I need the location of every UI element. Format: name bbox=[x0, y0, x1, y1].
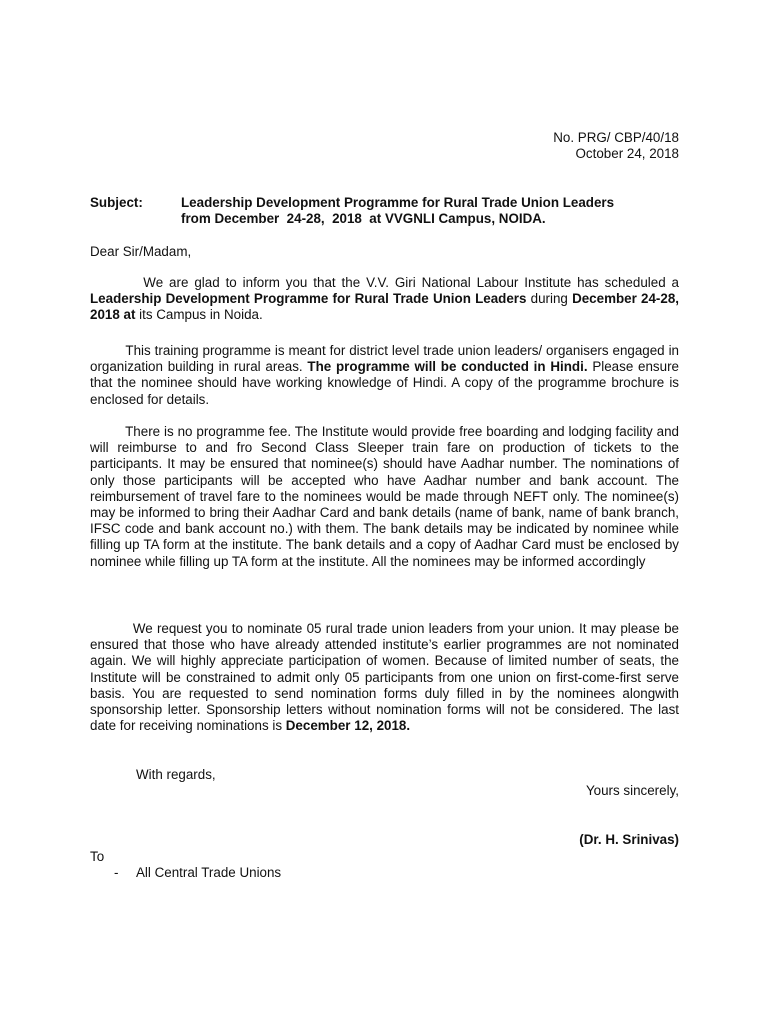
paragraph-1-indent bbox=[90, 275, 143, 290]
paragraph-2-hindi-notice: The programme will be conducted in Hindi. bbox=[307, 359, 588, 375]
reference-number: No. PRG/ CBP/40/18 bbox=[553, 130, 679, 145]
subject-label: Subject: bbox=[90, 195, 143, 210]
signatory-name: (Dr. H. Srinivas) bbox=[579, 832, 679, 847]
letter-date: October 24, 2018 bbox=[575, 146, 679, 161]
paragraph-3-text: There is no programme fee. The Institute would provide free boarding and lodging facility and will reimburse to and fro Second Class Sleeper train fare on production of tickets to the participants. It may be ensured that nominee(s) should have Aadhar number. The nominations of only those participants will be accepted who have Aadhar number and bank account. The reimbursement of travel fare to the nominees would be made through NEFT only. The nominee(s) may be informed to bring their Aadhar Card and bank details (name of bank, name of bank branch, IFSC code and bank account no.) with them. The bank details may be indicated by nominee while filling up TA form at the institute. The bank details and a copy of Aadhar Card must be enclosed by nominee while filling up TA form at the institute. All the nominees may be informed accordingly bbox=[90, 424, 679, 569]
recipient-name: All Central Trade Unions bbox=[136, 865, 282, 880]
paragraph-1-programme-name: Leadership Development Programme for Rural Trade Union Leaders bbox=[90, 291, 527, 307]
closing-yours-sincerely: Yours sincerely, bbox=[585, 783, 679, 798]
paragraph-3 bbox=[90, 424, 679, 570]
list-dash: - bbox=[114, 865, 119, 880]
salutation: Dear Sir/Madam, bbox=[90, 244, 192, 259]
subject-text bbox=[181, 195, 701, 227]
subject-line-2: from December 24-28, 2018 at VVGNLI Campus, NOIDA. bbox=[181, 211, 546, 227]
subject-line-1: Leadership Development Programme for Rural Trade Union Leaders bbox=[181, 195, 615, 210]
recipient-item bbox=[114, 865, 281, 881]
paragraph-2-indent bbox=[90, 343, 125, 358]
paragraph-3-indent bbox=[90, 424, 125, 439]
closing-regards: With regards, bbox=[136, 767, 216, 782]
paragraph-1 bbox=[90, 275, 679, 324]
paragraph-4 bbox=[90, 621, 679, 734]
paragraph-2 bbox=[90, 343, 679, 408]
paragraph-4-text: We request you to nominate 05 rural trade union leaders from your union. It may please be ensured that those who have already attended institute’s earlier programmes are not nominated again. We will highly appreciate participation of women. Because of limited number of seats, the Institute will be constrained to admit only 05 participants from one union on first-come-first serve basis. You are requested to send nomination forms duly filled in by the nominees alongwith sponsorship letter. Sponsorship letters without nomination forms will not be considered. The last date for receiving nominations is bbox=[90, 621, 679, 734]
paragraph-2-text-2: Please ensure that the nominee should have working knowledge of Hindi. A copy of the programme brochure is enclosed for details. bbox=[90, 359, 679, 407]
paragraph-4-last-date: December 12, 2018. bbox=[285, 718, 411, 734]
paragraph-4-indent bbox=[90, 621, 133, 636]
paragraph-1-text-1: We are glad to inform you that the V.V. Giri National Labour Institute has scheduled a bbox=[143, 275, 680, 290]
paragraph-1-text-3: its Campus in Noida. bbox=[135, 307, 263, 323]
reference-block bbox=[553, 130, 679, 162]
paragraph-1-dates: December 24-28, 2018 at bbox=[90, 291, 679, 323]
addressee-to: To bbox=[90, 849, 105, 864]
paragraph-1-text-2: during bbox=[526, 291, 573, 307]
paragraph-2-text-1: This training programme is meant for district level trade union leaders/ organisers engaged in organization building in rural areas. bbox=[90, 343, 679, 375]
